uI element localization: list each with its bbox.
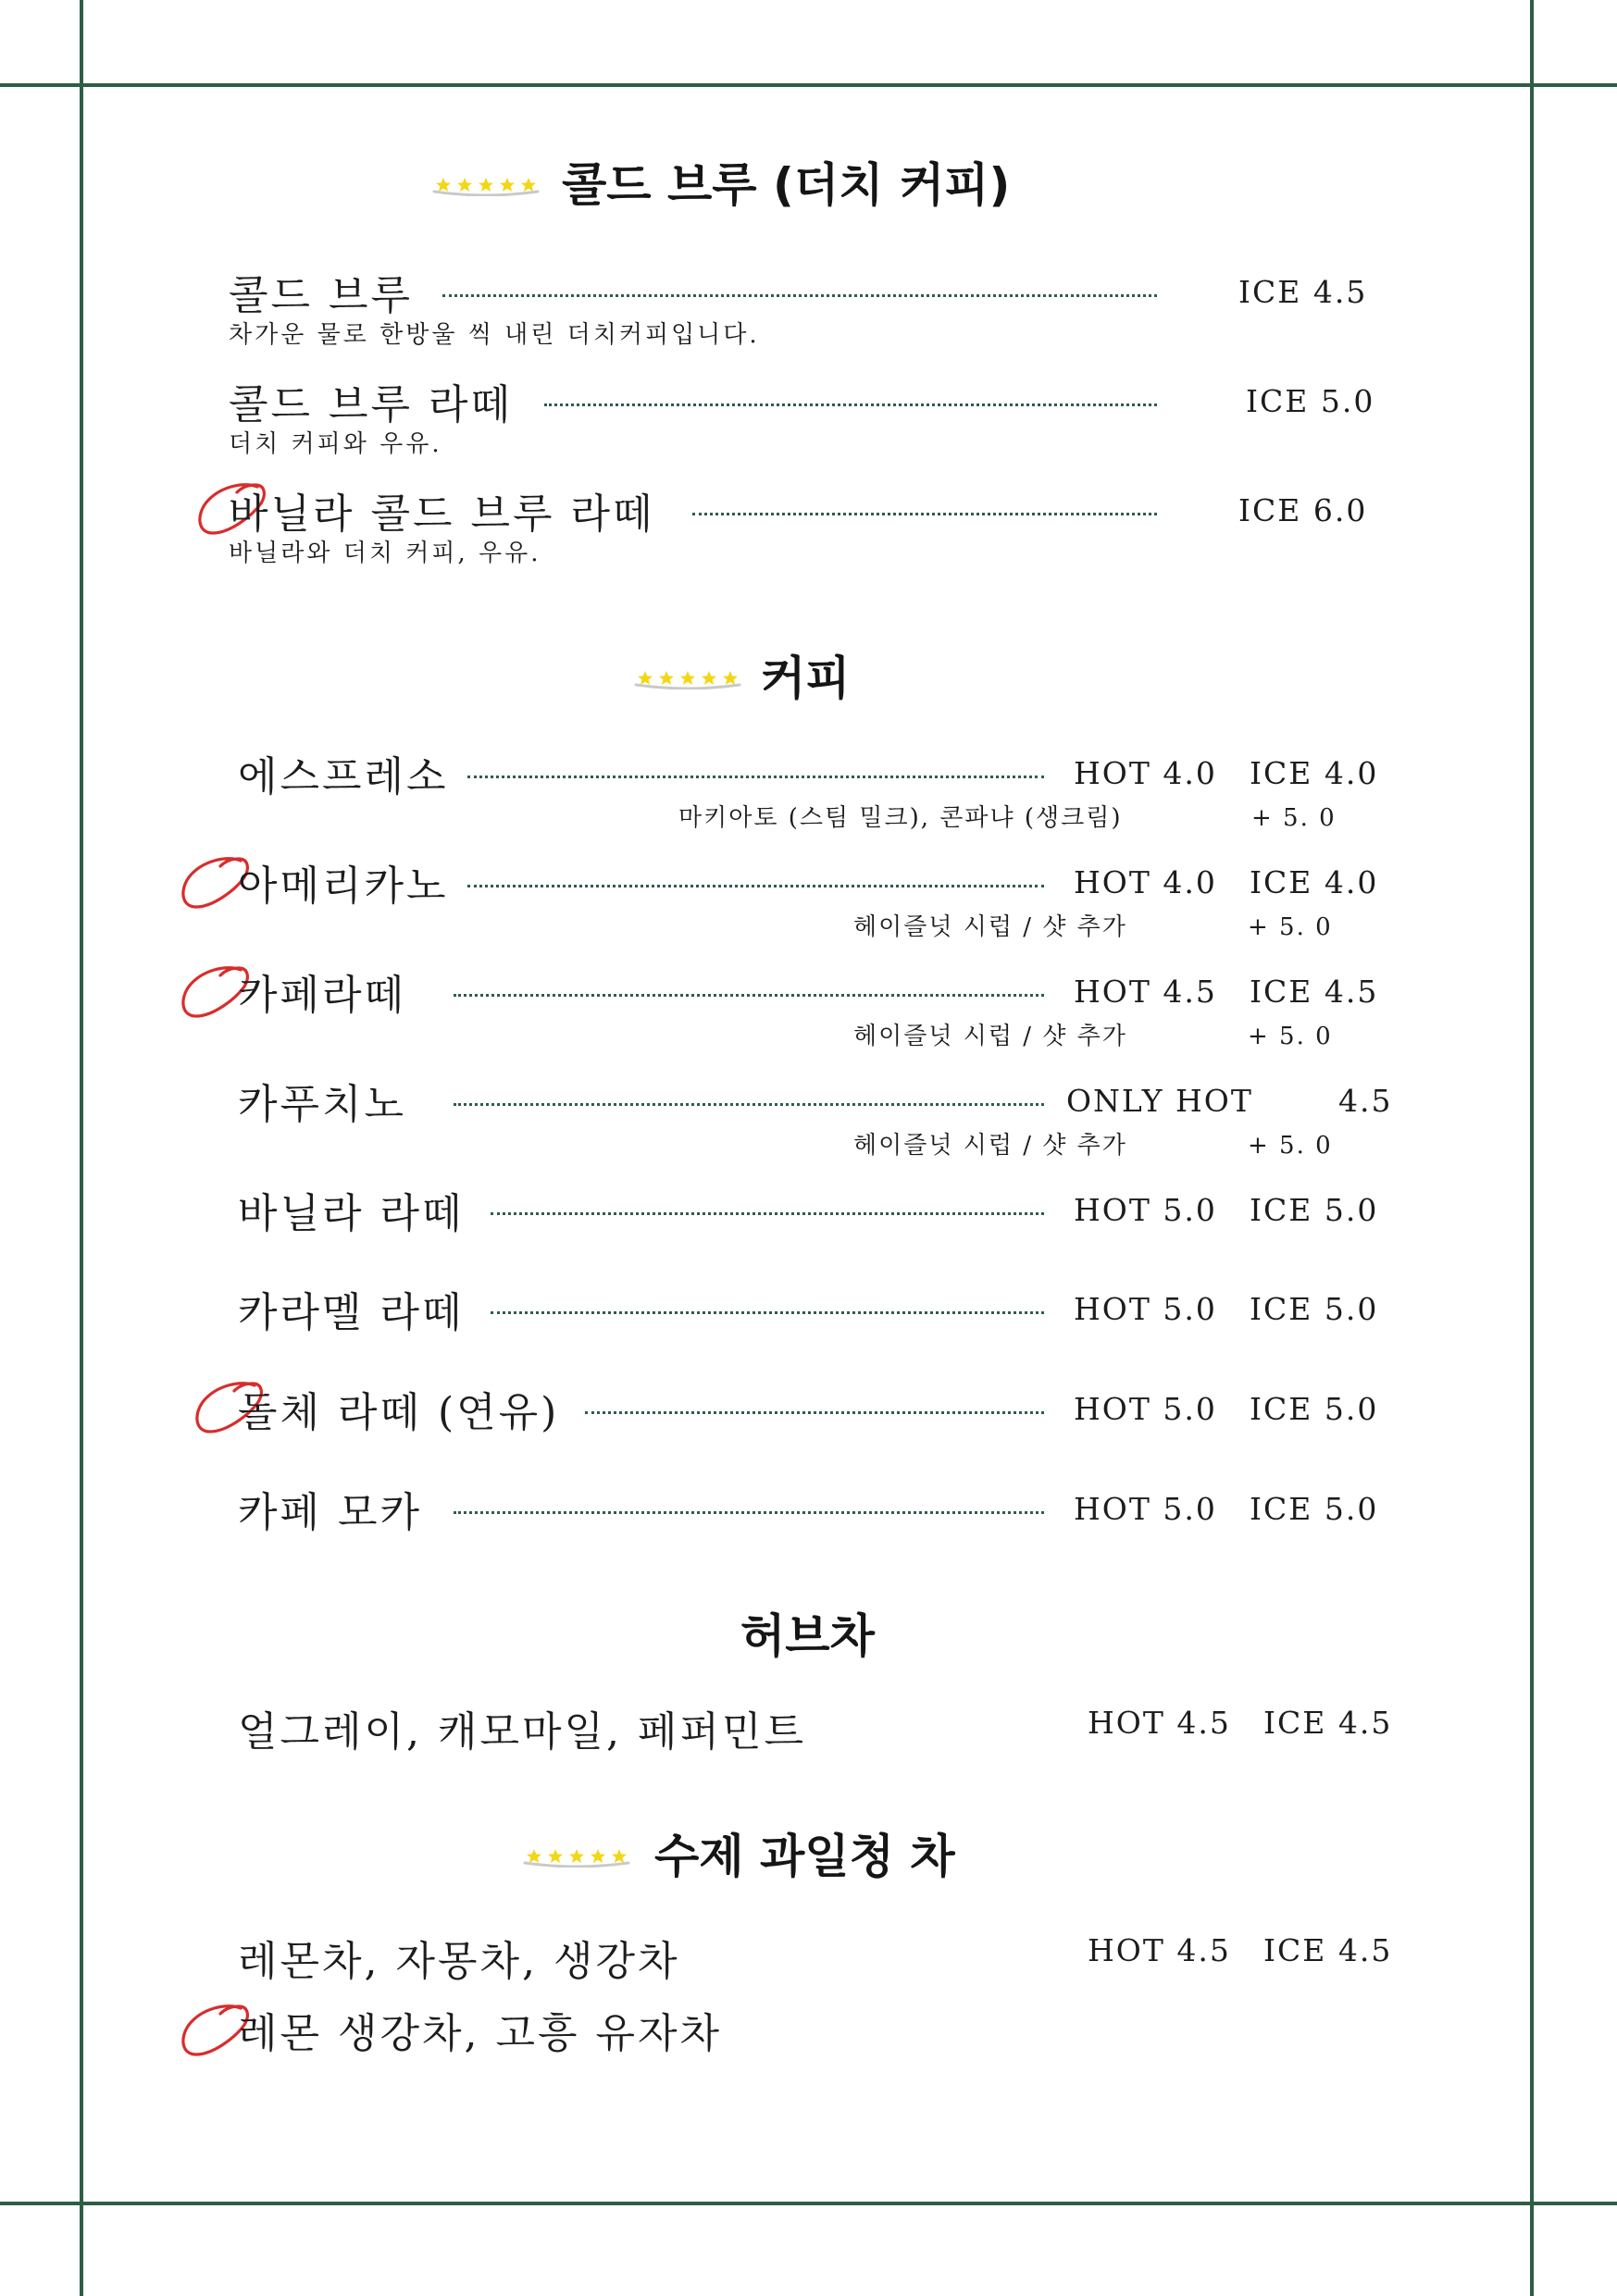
item-price: ICE 4.5 (1238, 274, 1368, 310)
item-price (1074, 1190, 1378, 1231)
item-option-price: + 5. 0 (1251, 804, 1337, 832)
item-description: 더치 커피와 우유. (229, 430, 442, 458)
frame-line-bottom (0, 2202, 1617, 2205)
hot-price: HOT 5.0 (1074, 1491, 1217, 1527)
item-option: 마키아토 (스팀 밀크), 콘파냐 (생크림) (678, 804, 1123, 832)
item-name: 카페 모카 (238, 1489, 423, 1536)
hot-price: HOT 5.0 (1074, 1192, 1217, 1228)
section-title-herb-tea (0, 1599, 1617, 1673)
item-option-price: + 5. 0 (1248, 1023, 1333, 1050)
ice-price: ICE 4.0 (1250, 864, 1379, 900)
ice-price: ICE 5.0 (1250, 1391, 1379, 1427)
section-title-fruit-tea (0, 1819, 1617, 1893)
dotted-leader (585, 1411, 1044, 1414)
item-name: 콜드 브루 (229, 272, 414, 319)
item-name: 얼그레이, 캐모마일, 페퍼민트 (238, 1708, 806, 1756)
frame-line-left (80, 0, 83, 2296)
ice-price: ICE 5.0 (1250, 1291, 1379, 1327)
section-title-cold-brew (0, 148, 1617, 222)
section-title-text: 콜드 브루 (더치 커피) (562, 158, 1011, 212)
dotted-leader (454, 1511, 1044, 1514)
item-name: 카라멜 라떼 (238, 1289, 465, 1336)
item-description: 바닐라와 더치 커피, 우유. (229, 540, 541, 567)
item-name: 콜드 브루 라떼 (229, 381, 513, 428)
item-name: 카푸치노 (238, 1081, 407, 1128)
item-price (1088, 1930, 1392, 1971)
item-name: 레몬차, 자몽차, 생강차 (238, 1938, 680, 1985)
dotted-leader (442, 294, 1157, 297)
item-price (1066, 1081, 1392, 1122)
dotted-leader (692, 513, 1157, 515)
ice-price: 4.5 (1338, 1083, 1393, 1119)
stars-icon (522, 1845, 631, 1868)
item-name: 돌체 라떼 (연유) (238, 1389, 560, 1436)
section-title-text: 허브차 (740, 1609, 875, 1663)
ice-price: ICE 5.0 (1250, 1491, 1379, 1527)
item-option-price: + 5. 0 (1248, 913, 1333, 941)
ice-price: ICE 4.5 (1263, 1932, 1393, 1968)
stars-icon (633, 667, 742, 689)
hot-price: ONLY HOT (1066, 1083, 1253, 1119)
dotted-leader (467, 885, 1044, 887)
item-price (1074, 1389, 1378, 1430)
item-name: 바닐라 콜드 브루 라떼 (229, 490, 655, 538)
dotted-leader (454, 1103, 1044, 1106)
item-price: ICE 5.0 (1246, 383, 1375, 419)
section-title-coffee (0, 641, 1617, 715)
item-option: 헤이즐넛 시럽 / 샷 추가 (853, 1023, 1127, 1050)
item-description: 차가운 물로 한방울 씩 내린 더치커피입니다. (229, 321, 760, 349)
dotted-leader (467, 776, 1044, 778)
dotted-leader (544, 403, 1157, 406)
item-price (1074, 972, 1378, 1012)
ice-price: ICE 5.0 (1250, 1192, 1379, 1228)
hot-price: HOT 4.0 (1074, 755, 1217, 791)
item-price (1074, 1489, 1378, 1530)
item-price (1074, 863, 1378, 903)
frame-line-right (1530, 0, 1534, 2296)
dotted-leader (491, 1212, 1044, 1215)
hot-price: HOT 4.5 (1074, 974, 1217, 1010)
hot-price: HOT 5.0 (1074, 1391, 1217, 1427)
hot-price: HOT 4.5 (1088, 1932, 1231, 1968)
item-name: 카페라떼 (238, 972, 407, 1019)
frame-line-top (0, 83, 1617, 87)
ice-price: ICE 4.5 (1250, 974, 1379, 1010)
section-title-text: 수제 과일청 차 (654, 1830, 955, 1883)
item-price (1074, 753, 1378, 794)
item-name: 에스프레소 (238, 753, 449, 800)
dotted-leader (491, 1311, 1044, 1314)
item-price (1074, 1289, 1378, 1330)
hot-price: HOT 4.0 (1074, 864, 1217, 900)
item-option-price: + 5. 0 (1248, 1132, 1333, 1160)
item-name: 레몬 생강차, 고흥 유자차 (238, 2010, 722, 2057)
dotted-leader (454, 994, 1044, 997)
item-option: 헤이즐넛 시럽 / 샷 추가 (853, 1132, 1127, 1160)
item-price (1088, 1703, 1392, 1744)
item-option: 헤이즐넛 시럽 / 샷 추가 (853, 913, 1127, 941)
section-title-text: 커피 (761, 652, 851, 705)
item-name: 바닐라 라떼 (238, 1190, 465, 1237)
hot-price: HOT 5.0 (1074, 1291, 1217, 1327)
hot-price: HOT 4.5 (1088, 1705, 1231, 1741)
item-name: 아메리카노 (238, 863, 449, 910)
item-price: ICE 6.0 (1238, 492, 1368, 528)
ice-price: ICE 4.5 (1263, 1705, 1393, 1741)
stars-icon (431, 174, 541, 196)
ice-price: ICE 4.0 (1250, 755, 1379, 791)
